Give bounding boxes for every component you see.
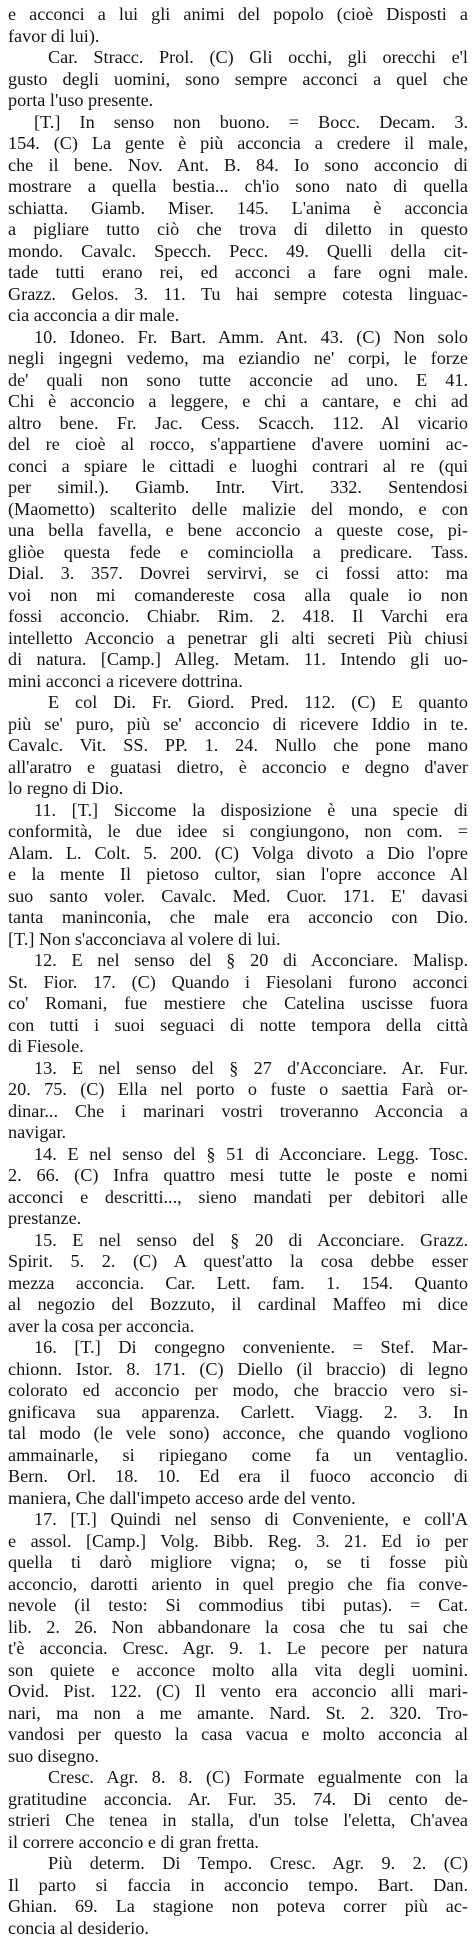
- text-line: voi non mi comandereste cosa alla quale io non: [8, 585, 468, 607]
- text-line: co' Romani, fue mestiere che Catelina uscisse fuora: [8, 993, 468, 1015]
- text-line: gusto degli uomini, sono sempre acconci a quel che: [8, 69, 468, 91]
- text-line: che il bene. Nov. Ant. B. 84. Io sono acconcio di: [8, 155, 468, 177]
- text-line: fossi acconcio. Chiabr. Rim. 2. 418. Il Varchi era: [8, 606, 468, 628]
- text-line: all'aratro e guatasi dietro, è acconcio e degno d'aver: [8, 757, 468, 779]
- text-line: acconci e descritti..., sieno mandati per debitori alle: [8, 1187, 468, 1209]
- text-line: porta l'uso presente.: [8, 90, 468, 112]
- text-line: 16. [T.] Di congegno conveniente. = Stef. Mar-: [8, 1337, 468, 1359]
- text-line: Cresc. Agr. 8. 8. (C) Formate egualmente con la: [8, 1767, 468, 1789]
- text-line: Il parto si faccia in acconcio tempo. Bart. Dan.: [8, 1875, 468, 1897]
- text-line: strieri Che tenea in stalla, d'un tolse l'eletta, Ch'avea: [8, 1810, 468, 1832]
- text-line: (Maometto) scalterito delle malizie del mondo, e con: [8, 499, 468, 521]
- text-line: tade tutti erano rei, ed acconci a fare ogni male.: [8, 262, 468, 284]
- text-line: quella ti darò migliore vigna; o, se ti fosse più: [8, 1552, 468, 1574]
- text-line: dinar... Che i marinari vostri troveranno Acconcia a: [8, 1101, 468, 1123]
- text-line: t'è acconcia. Cresc. Agr. 9. 1. Le pecore per natura: [8, 1638, 468, 1660]
- text-line: conformità, le due idee si congiungono, non com. =: [8, 821, 468, 843]
- text-line: [T.] Non s'acconciava al volere di lui.: [8, 929, 468, 951]
- text-line: a pigliare tutto ciò che trova di diletto in questo: [8, 219, 468, 241]
- text-line: lo regno di Dio.: [8, 778, 468, 800]
- text-line: 12. E nel senso del § 20 di Acconciare. Malisp.: [8, 950, 468, 972]
- text-line: tal modo (le vele sono) acconce, che quando vogliono: [8, 1423, 468, 1445]
- text-line: vandosi per questo la casa vacua e molto acconcia al: [8, 1724, 468, 1746]
- text-line: Car. Stracc. Prol. (C) Gli occhi, gli orecchi e'l: [8, 47, 468, 69]
- text-line: di natura. [Camp.] Alleg. Metam. 11. Intendo gli uo-: [8, 649, 468, 671]
- text-line: Ghian. 69. La stagione non poteva correr più ac-: [8, 1896, 468, 1918]
- text-line: son quiete e acconce molto alla vita degli uomini.: [8, 1660, 468, 1682]
- text-line: colorato ed acconcio per modo, che braccio vero si-: [8, 1380, 468, 1402]
- text-line: 17. [T.] Quindi nel senso di Conveniente, e coll'A: [8, 1509, 468, 1531]
- text-line: Ovid. Pist. 122. (C) Il vento era acconcio alli mari-: [8, 1681, 468, 1703]
- text-line: Spirit. 5. 2. (C) A quest'atto la cosa debbe esser: [8, 1251, 468, 1273]
- text-line: prestanze.: [8, 1208, 468, 1230]
- text-line: schiatta. Giamb. Miser. 145. L'anima è acconcia: [8, 198, 468, 220]
- text-line: al negozio del Bozzuto, il cardinal Maffeo mi dice: [8, 1294, 468, 1316]
- text-line: Più determ. Di Tempo. Cresc. Agr. 9. 2. (C): [8, 1853, 468, 1875]
- text-line: e assol. [Camp.] Volg. Bibb. Reg. 3. 21. Ed io per: [8, 1531, 468, 1553]
- text-line: negli ingegni vedemo, ma eziandio ne' corpi, le forze: [8, 348, 468, 370]
- text-line: 11. [T.] Siccome la disposizione è una specie di: [8, 800, 468, 822]
- text-line: con tutti i suoi seguaci di notte tempora della città: [8, 1015, 468, 1037]
- text-line: navigar.: [8, 1122, 468, 1144]
- text-line: 2. 66. (C) Infra quattro mesi tutte le poste e nomi: [8, 1165, 468, 1187]
- text-line: più se' puro, più se' acconcio di ricevere Iddio in te.: [8, 714, 468, 736]
- text-line: suo disegno.: [8, 1746, 468, 1768]
- text-line: acconcio, darotti ariento in quel pregio che fia conve-: [8, 1574, 468, 1596]
- text-line: del re cioè al rocco, s'appartiene d'avere uomini ac-: [8, 434, 468, 456]
- text-line: 13. E nel senso del § 27 d'Acconciare. Ar. Fur.: [8, 1058, 468, 1080]
- text-line: [T.] In senso non buono. = Bocc. Decam. 3.: [8, 112, 468, 134]
- text-line: gratitudine acconcia. Ar. Fur. 35. 74. Di cento de-: [8, 1789, 468, 1811]
- text-line: nari, ma non a me amante. Nard. St. 2. 320. Tro-: [8, 1703, 468, 1725]
- text-line: gliòe questa fede e cominciolla a predicare. Tass.: [8, 542, 468, 564]
- text-line: di Fiesole.: [8, 1036, 468, 1058]
- text-line: 10. Idoneo. Fr. Bart. Amm. Ant. 43. (C) Non solo: [8, 327, 468, 349]
- text-line: mini acconci a ricevere dottrina.: [8, 671, 468, 693]
- text-line: aver la cosa per acconcia.: [8, 1316, 468, 1338]
- text-line: concia al desiderio.: [8, 1918, 468, 1939]
- text-line: de' quali non sono tutte acconcie ad uno. E 41.: [8, 370, 468, 392]
- text-line: chionn. Istor. 8. 171. (C) Diello (il braccio) di legno: [8, 1359, 468, 1381]
- text-line: Cavalc. Vit. SS. PP. 1. 24. Nullo che pone mano: [8, 735, 468, 757]
- text-line: St. Fior. 17. (C) Quando i Fiesolani furono acconci: [8, 972, 468, 994]
- text-line: una bella favella, e bene acconcio a queste cose, pi-: [8, 520, 468, 542]
- text-line: E col Di. Fr. Giord. Pred. 112. (C) E quanto: [8, 692, 468, 714]
- text-line: mondo. Cavalc. Specch. Pecc. 49. Quelli della cit-: [8, 241, 468, 263]
- text-line: Dial. 3. 357. Dovrei servirvi, se ci fossi atto: ma: [8, 563, 468, 585]
- text-line: tanta maninconia, che male era acconcio con Dio.: [8, 907, 468, 929]
- text-line: 20. 75. (C) Ella nel porto o fuste o saettia Farà or-: [8, 1079, 468, 1101]
- text-line: nevole (il testo: Si commodius tibi putas). = Cat.: [8, 1595, 468, 1617]
- text-line: 14. E nel senso del § 51 di Acconciare. Legg. Tosc.: [8, 1144, 468, 1166]
- text-line: lib. 2. 26. Non abbandonare la cosa che tu sai che: [8, 1617, 468, 1639]
- text-line: per simil.). Giamb. Intr. Virt. 332. Sentendosi: [8, 477, 468, 499]
- text-line: il correre acconcio e di gran fretta.: [8, 1832, 468, 1854]
- text-line: mostrare a quella bestia... ch'io sono nato di quella: [8, 176, 468, 198]
- text-line: Alam. L. Colt. 5. 200. (C) Volga divoto a Dio l'opre: [8, 843, 468, 865]
- text-line: altro bene. Fr. Jac. Cess. Scacch. 112. Al vicario: [8, 413, 468, 435]
- dictionary-text-column: [8, 4, 468, 1939]
- text-line: 15. E nel senso del § 20 di Acconciare. Grazz.: [8, 1230, 468, 1252]
- text-line: ammainarle, si ripiegano come fa un ventaglio.: [8, 1445, 468, 1467]
- text-line: Chi è acconcio a leggere, e chi a cantare, e chi ad: [8, 391, 468, 413]
- text-line: mezza acconcia. Car. Lett. fam. 1. 154. Quanto: [8, 1273, 468, 1295]
- text-line: favor di lui).: [8, 26, 468, 48]
- text-line: e la mente Il pietoso cultor, sian l'opre acconce Al: [8, 864, 468, 886]
- text-line: Bern. Orl. 18. 10. Ed era il fuoco acconcio di: [8, 1466, 468, 1488]
- text-line: gnificava sua apparenza. Carlett. Viagg. 2. 3. In: [8, 1402, 468, 1424]
- text-line: intelletto Acconcio a penetrar gli alti secreti Più chiusi: [8, 628, 468, 650]
- text-line: suo santo voler. Cavalc. Med. Cuor. 171. E' davasi: [8, 886, 468, 908]
- text-line: e acconci a lui gli animi del popolo (cioè Disposti a: [8, 4, 468, 26]
- text-line: conci a spiare le cittadi e luoghi contrari al re (qui: [8, 456, 468, 478]
- text-line: 154. (C) La gente è più acconcia a credere il male,: [8, 133, 468, 155]
- text-line: maniera, Che dall'impeto acceso arde del vento.: [8, 1488, 468, 1510]
- text-line: cia acconcia a dir male.: [8, 305, 468, 327]
- text-line: Grazz. Gelos. 3. 11. Tu hai sempre cotesta linguac-: [8, 284, 468, 306]
